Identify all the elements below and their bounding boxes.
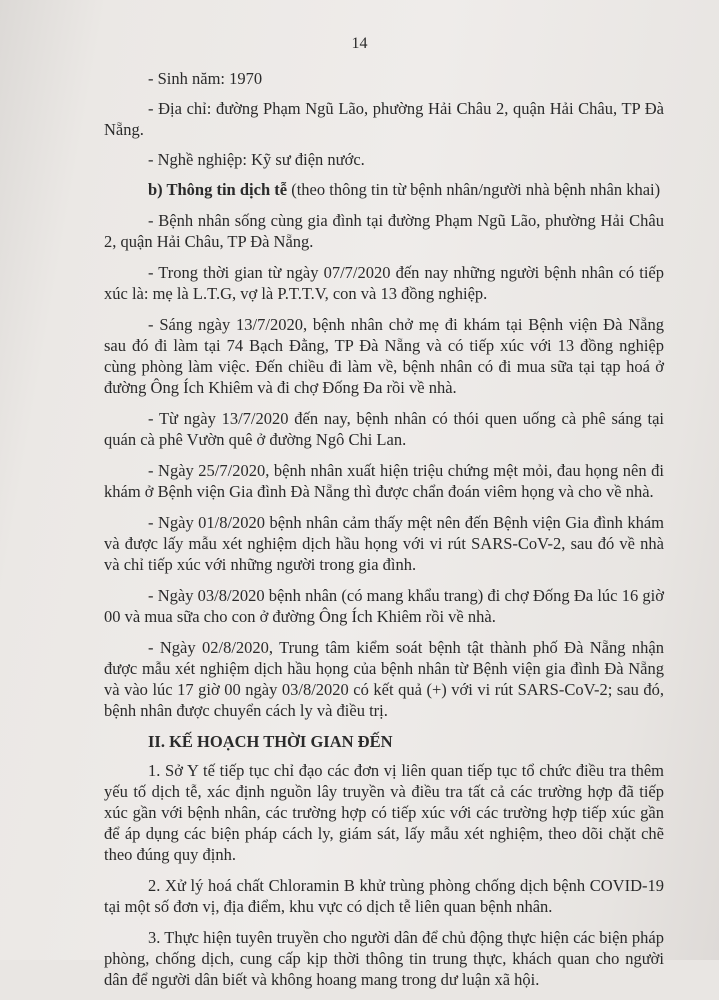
aug-01-test-paragraph: - Ngày 01/8/2020 bệnh nhân cảm thấy mệt nên đến Bệnh viện Gia đình khám và được lấy mẫu xét nghiệm dịch hầu họng với vi rút SARS-CoV-2, sau đó về nhà và chỉ tiếp xúc với những người trong gia đình. bbox=[104, 513, 664, 574]
epidemiology-subheading-note: (theo thông tin từ bệnh nhân/người nhà bệnh nhân khai) bbox=[287, 180, 661, 199]
test-result-paragraph: - Ngày 02/8/2020, Trung tâm kiểm soát bệnh tật thành phố Đà Nẵng nhận được mẫu xét nghiệm dịch hầu họng của bệnh nhân từ Bệnh viện gia đình Đà Nẵng và vào lúc 17 giờ 00 ngày 03/8/2020 có kết quả (+) với vi rút SARS-CoV-2; sau đó, bệnh nhân được chuyển cách ly và điều trị. bbox=[104, 638, 664, 720]
july-13-activity-paragraph: - Sáng ngày 13/7/2020, bệnh nhân chở mẹ đi khám tại Bệnh viện Đà Nẵng sau đó đi làm tại 74 Bạch Đằng, TP Đà Nẵng và có tiếp xúc với 13 đồng nghiệp cùng phòng làm việc. Đến chiều đi làm về, bệnh nhân có đi mua sữa tại tạp hoá ở đường Ông Ích Khiêm và đi chợ Đống Đa rồi về nhà. bbox=[104, 315, 664, 397]
plan-item-1: 1. Sở Y tế tiếp tục chỉ đạo các đơn vị liên quan tiếp tục tổ chức điều tra thêm yếu tố dịch tễ, xác định nguồn lây truyền và điều tra tất cả các trường hợp đã tiếp xúc gần với bệnh nhân, các trường hợp có tiếp xúc với các trường hợp tiếp xúc gần để áp dụng các biện pháp cách ly, giám sát, lấy mẫu xét nghiệm, theo dõi chặt chẽ theo đúng quy định. bbox=[104, 761, 664, 864]
plan-item-3: 3. Thực hiện tuyên truyền cho người dân để chủ động thực hiện các biện pháp phòng, chống dịch, cung cấp kịp thời thông tin trung thực, khách quan cho người dân để người dân biết và không hoang mang trong dư luận xã hội. bbox=[104, 928, 664, 989]
document-body bbox=[104, 68, 664, 1000]
birth-year-line: - Sinh năm: 1970 bbox=[148, 69, 263, 88]
living-info-paragraph: - Bệnh nhân sống cùng gia đình tại đường Phạm Ngũ Lão, phường Hải Châu 2, quận Hải Châu, TP Đà Nẵng. bbox=[104, 211, 664, 251]
address-line: - Địa chỉ: đường Phạm Ngũ Lão, phường Hải Châu 2, quận Hải Châu, TP Đà Nẵng. bbox=[104, 99, 664, 139]
epidemiology-heading-paragraph bbox=[104, 179, 664, 200]
aug-03-market-paragraph: - Ngày 03/8/2020 bệnh nhân (có mang khẩu trang) đi chợ Đống Đa lúc 16 giờ 00 và mua sữa cho con ở đường Ông Ích Khiêm rồi về nhà. bbox=[104, 586, 664, 626]
epidemiology-subheading: b) Thông tin dịch tễ bbox=[148, 180, 288, 199]
occupation-line: - Nghề nghiệp: Kỹ sư điện nước. bbox=[148, 150, 365, 169]
page-number: 14 bbox=[351, 35, 368, 52]
contacts-paragraph: - Trong thời gian từ ngày 07/7/2020 đến nay những người bệnh nhân có tiếp xúc là: mẹ là L.T.G, vợ là P.T.T.V, con và 13 đồng nghiệp. bbox=[104, 263, 664, 303]
coffee-habit-paragraph: - Từ ngày 13/7/2020 đến nay, bệnh nhân có thói quen uống cà phê sáng tại quán cà phê Vườn quê ở đường Ngô Chi Lan. bbox=[104, 409, 664, 449]
plan-item-2: 2. Xử lý hoá chất Chloramin B khử trùng phòng chống dịch bệnh COVID-19 tại một số đơn vị, địa điểm, khu vực có dịch tễ liên quan bệnh nhân. bbox=[104, 876, 664, 916]
section-heading-plan: II. KẾ HOẠCH THỜI GIAN ĐẾN bbox=[148, 732, 393, 751]
july-25-symptoms-paragraph: - Ngày 25/7/2020, bệnh nhân xuất hiện triệu chứng mệt mỏi, đau họng nên đi khám ở Bệnh viện Gia đình Đà Nẵng thì được chẩn đoán viêm họng và cho về nhà. bbox=[104, 461, 664, 501]
